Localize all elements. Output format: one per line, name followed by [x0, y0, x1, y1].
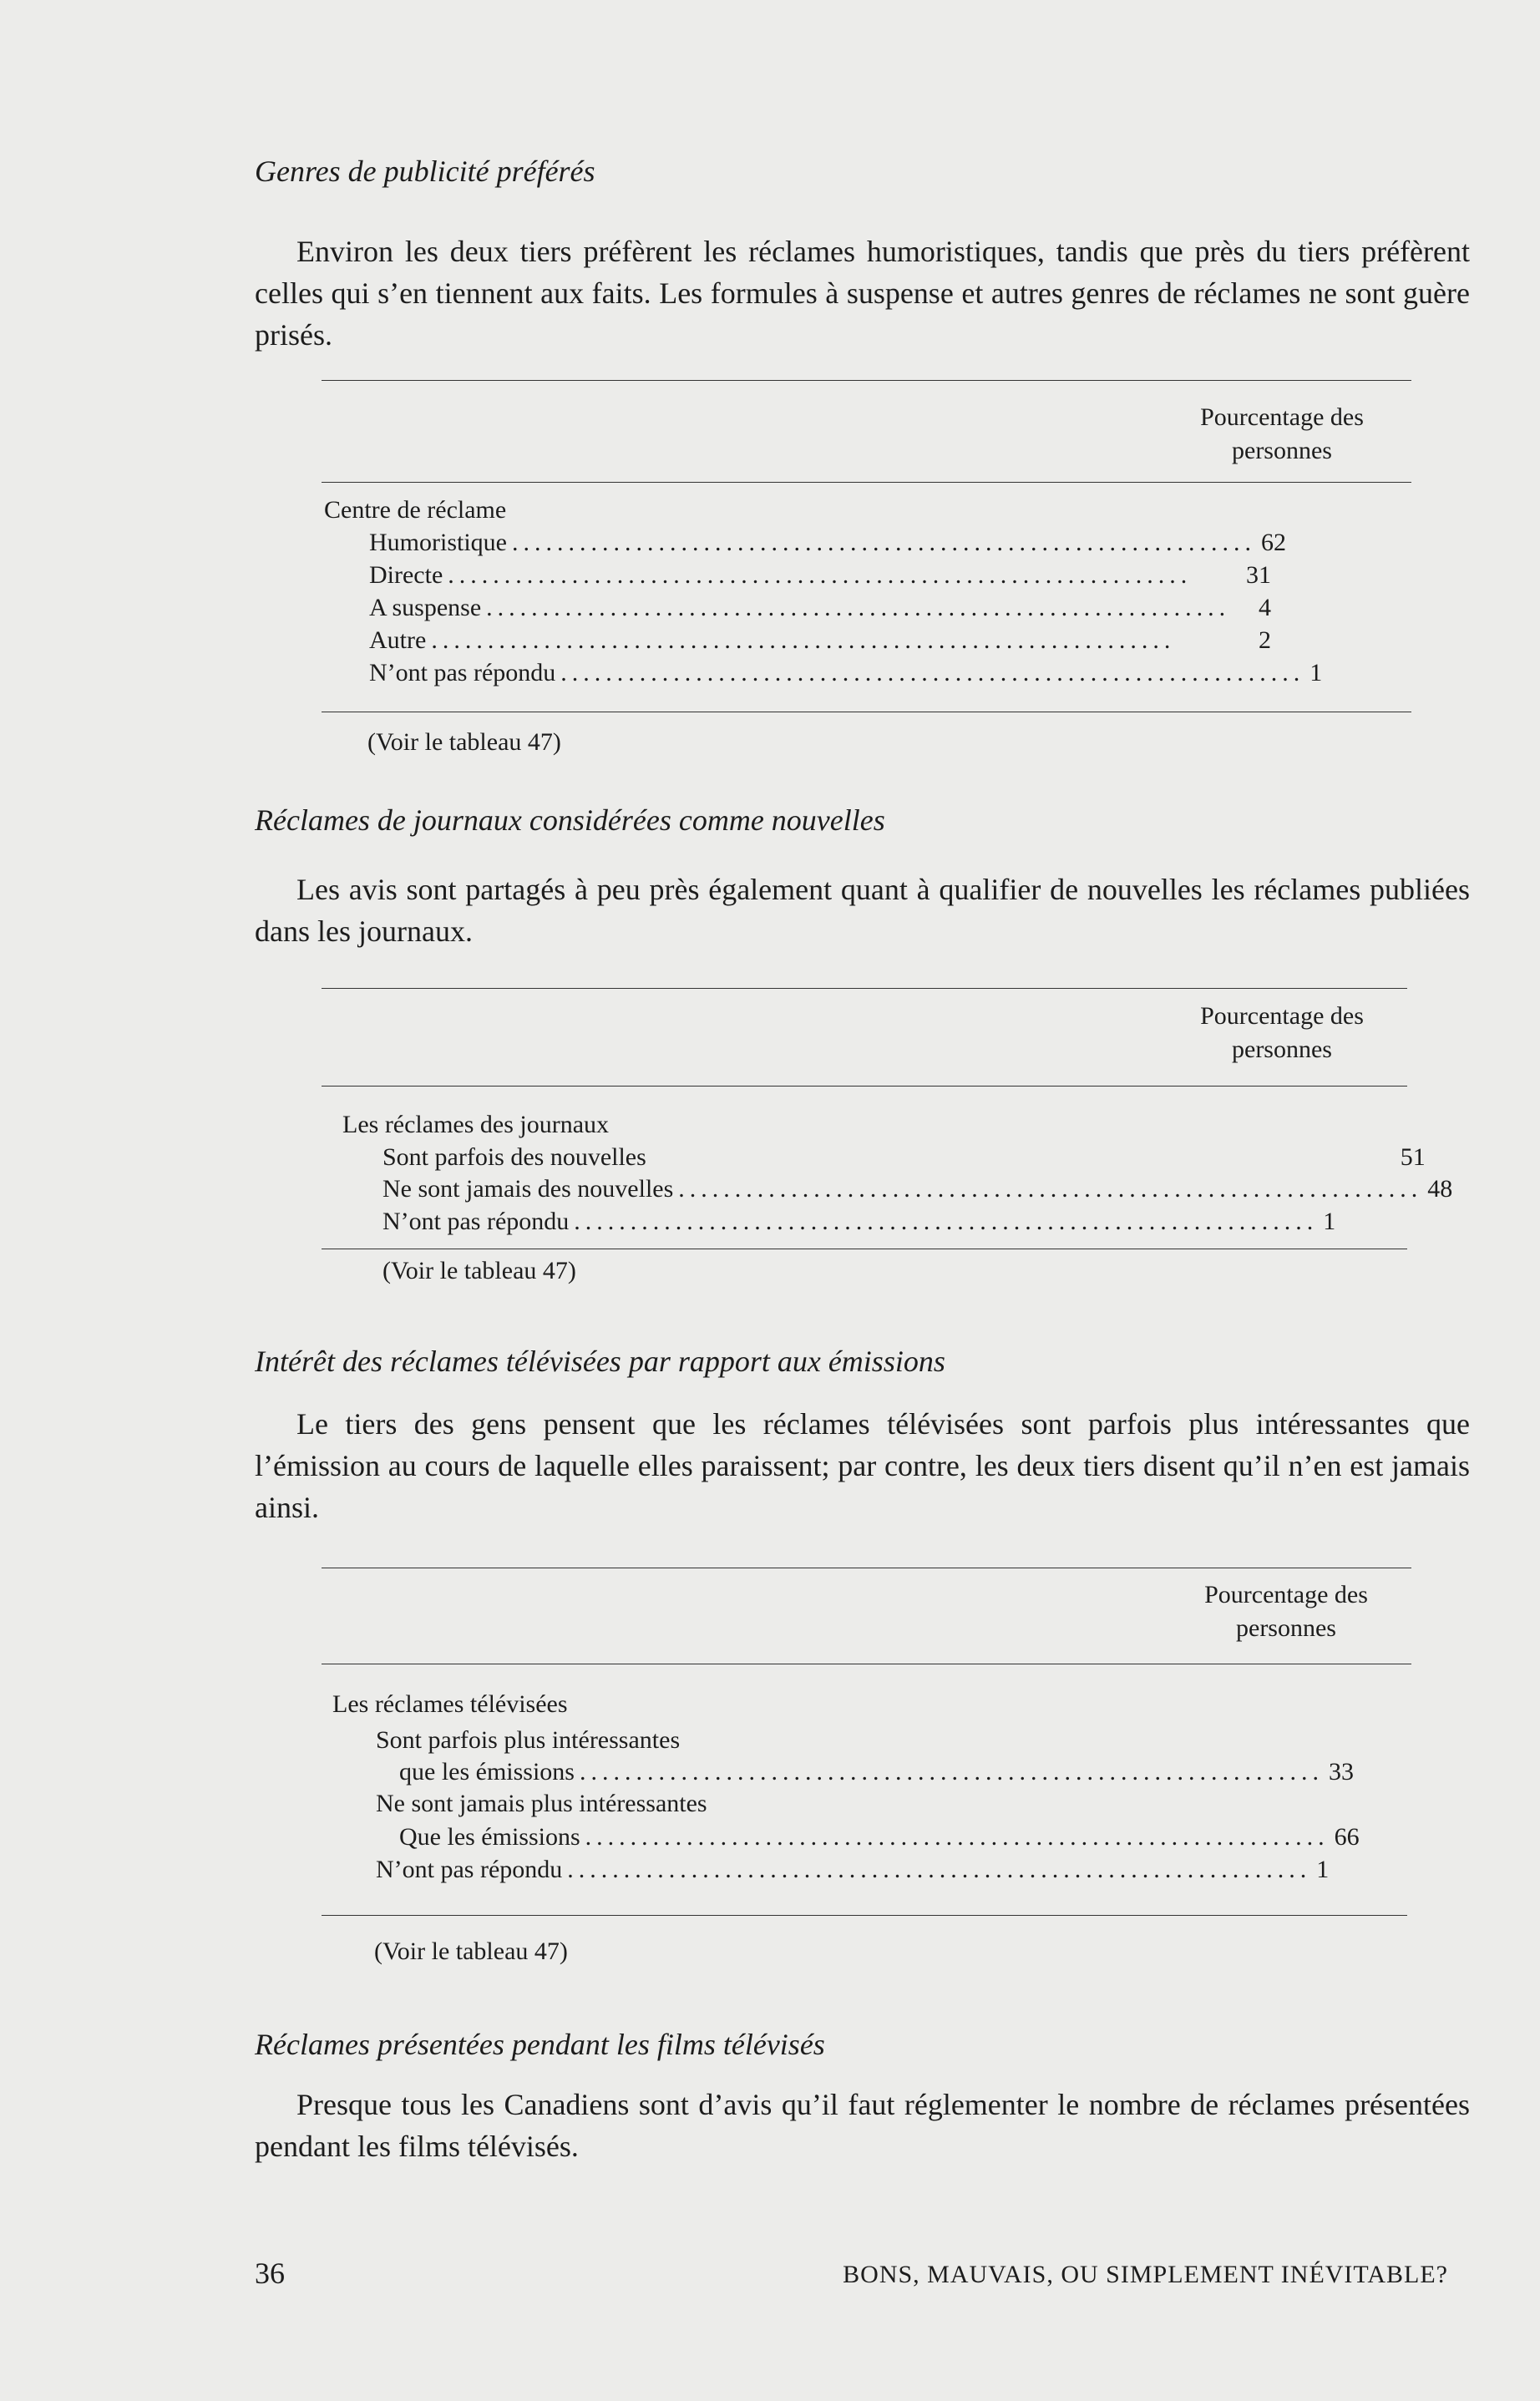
running-title: BONS, MAUVAIS, OU SIMPLEMENT INÉVITABLE?	[843, 2261, 1448, 2288]
table-rule	[322, 380, 1411, 381]
table-value: 1	[1310, 659, 1323, 686]
table-row: Ne sont jamais des nouvelles .................................................................. 48	[382, 1173, 1271, 1205]
table-value: 33	[1329, 1758, 1354, 1786]
paragraph-genres: Environ les deux tiers préfèrent les réclames humoristiques, tandis que près du tiers préfèrent celles qui s’en tiennent aux faits. Les formules à suspense et autres genres de réclames ne sont guère prisés.	[255, 235, 1470, 352]
table-row: A suspense .................................................................. 4	[369, 592, 1271, 624]
table-value: 48	[1427, 1175, 1453, 1203]
table-row: N’ont pas répondu .................................................................. 1	[369, 657, 1271, 689]
paragraph-journaux: Les avis sont partagés à peu près également quant à qualifier de nouvelles les réclames publiées dans les journaux.	[255, 873, 1470, 948]
table-row: que les émissions .................................................................. 33	[399, 1756, 1271, 1788]
table-value: 4	[1259, 594, 1271, 621]
leader-dots: ..................................................................	[585, 1823, 1330, 1851]
column-header: Pourcentage des personnes	[1204, 1581, 1368, 1642]
paragraph-televisees: Le tiers des gens pensent que les réclames télévisées sont parfois plus intéressantes que l’émission au cours de laquelle elles paraissent; par contre, les deux tiers disent qu’il n’en est jamais ainsi.	[255, 1407, 1470, 1524]
leader-dots: ..................................................................	[580, 1758, 1324, 1786]
table-source: (Voir le tableau 47)	[367, 728, 561, 756]
table-value: 51	[1400, 1143, 1426, 1171]
leader-dots: ..................................................................	[678, 1175, 1423, 1203]
column-header: Pourcentage des personnes	[1200, 403, 1364, 464]
table-value: 62	[1261, 529, 1286, 556]
leader-dots: ..................................................................	[567, 1856, 1312, 1883]
table-group-label: Les réclames des journaux	[342, 1111, 610, 1138]
paragraph-films: Presque tous les Canadiens sont d’avis qu’il faut réglementer le nombre de réclames présentées pendant les films télévisés.	[255, 2088, 1470, 2163]
leader-dots: ..................................................................	[560, 659, 1305, 686]
leader-dots: ..................................................................	[448, 561, 1193, 589]
table-row: Autre .................................................................. 2	[369, 625, 1271, 656]
table-row: Que les émissions .................................................................. 66	[399, 1821, 1271, 1853]
table-value: 1	[1316, 1856, 1330, 1883]
table-row: Ne sont jamais plus intéressantes	[376, 1790, 707, 1817]
section-heading-genres: Genres de publicité préférés	[255, 154, 595, 188]
page-number: 36	[255, 2257, 285, 2290]
table-group-label: Centre de réclame	[324, 496, 507, 524]
table-value: 2	[1259, 626, 1271, 654]
leader-dots: ..................................................................	[574, 1208, 1319, 1235]
table-rule	[322, 482, 1411, 483]
table-row: Directe .................................................................. 31	[369, 560, 1271, 591]
table-rule	[322, 1915, 1407, 1916]
table-rule	[322, 1086, 1407, 1087]
section-heading-journaux: Réclames de journaux considérées comme nouvelles	[255, 803, 885, 837]
table-group-label: Les réclames télévisées	[332, 1690, 568, 1718]
leader-dots: ..................................................................	[486, 594, 1231, 621]
column-header: Pourcentage des personnes	[1200, 1002, 1364, 1063]
table-value: 1	[1323, 1208, 1336, 1235]
table-row: Humoristique .................................................................. 62	[369, 527, 1271, 559]
section-heading-films: Réclames présentées pendant les films télévisés	[255, 2028, 825, 2061]
table-row: N’ont pas répondu .................................................................. 1	[382, 1206, 1271, 1238]
section-heading-televisees: Intérêt des réclames télévisées par rapport aux émissions	[255, 1345, 945, 1378]
leader-dots: ..................................................................	[512, 529, 1256, 556]
table-value: 31	[1246, 561, 1271, 589]
table-value: 66	[1334, 1823, 1360, 1851]
table-row: Sont parfois plus intéressantes	[376, 1726, 681, 1754]
table-source: (Voir le tableau 47)	[374, 1938, 568, 1965]
table-row: Sont parfois des nouvelles 51	[382, 1142, 1271, 1173]
leader-dots: ..................................................................	[431, 626, 1176, 654]
table-rule	[322, 988, 1407, 989]
table-row: N’ont pas répondu .................................................................. 1	[376, 1854, 1271, 1886]
table-source: (Voir le tableau 47)	[382, 1257, 576, 1284]
